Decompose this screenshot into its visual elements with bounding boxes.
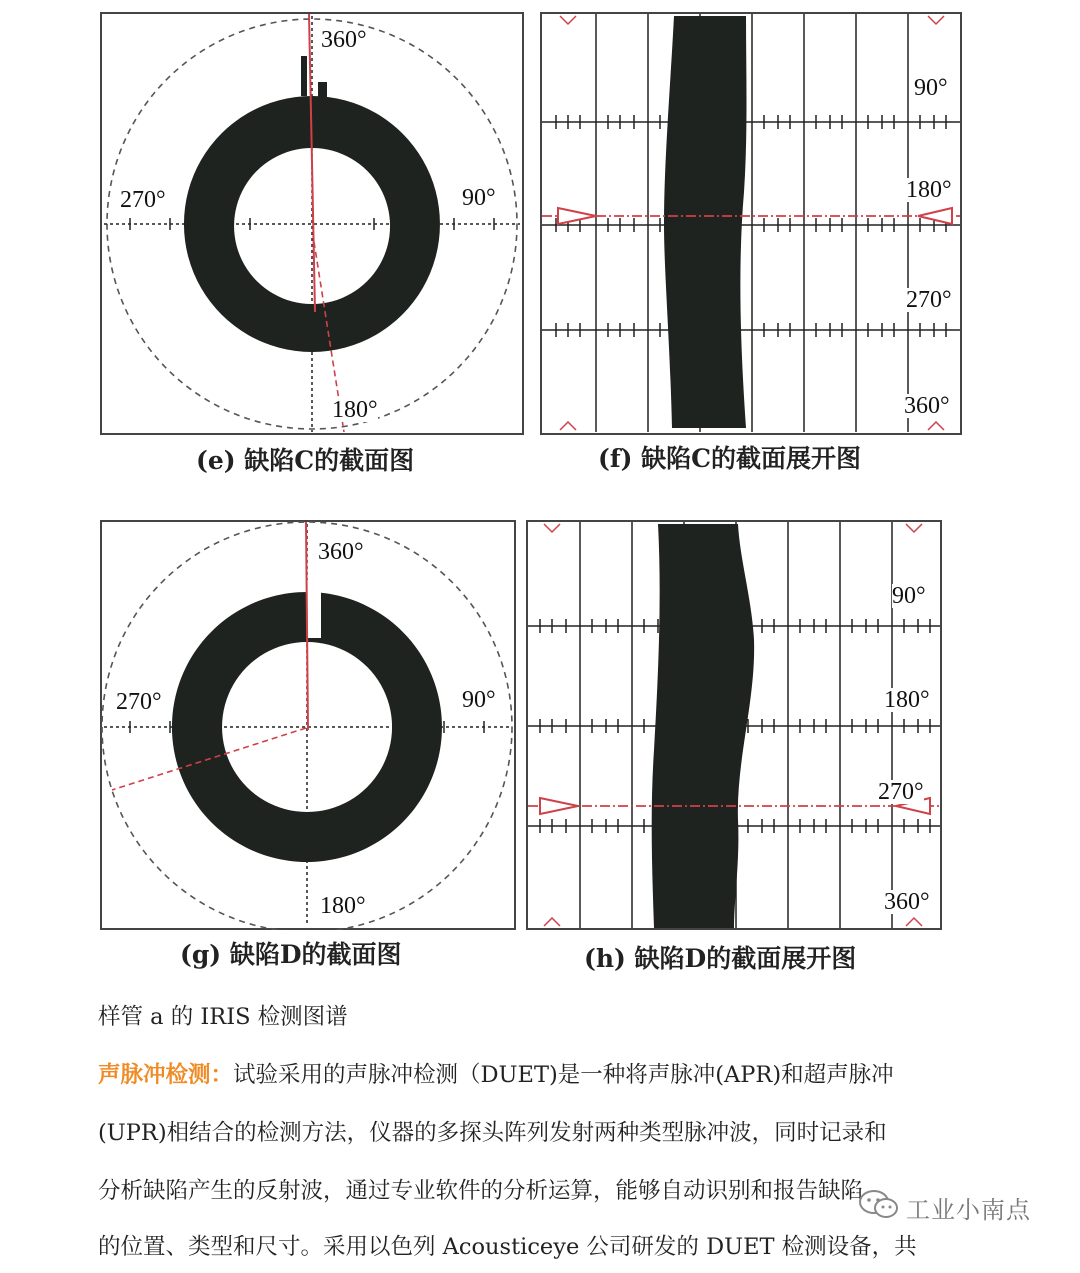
figure-e-label-right: 90°: [462, 185, 496, 211]
watermark-text: 工业小南点: [906, 1196, 1031, 1224]
figure-e-label-top: 360°: [321, 27, 367, 53]
figure-g-panel: [100, 520, 516, 930]
wechat-icon: [858, 1188, 900, 1220]
figure-f-label-90: 90°: [914, 75, 948, 101]
figure-h-caption: (h) 缺陷D的截面展开图: [584, 944, 857, 973]
figure-f-drawing: [540, 12, 962, 436]
figure-g-label-left: 270°: [116, 689, 162, 715]
figure-f-frame: [541, 13, 961, 434]
figure-f-label-180: 180°: [906, 177, 952, 203]
watermark: [858, 1182, 1068, 1222]
figure-e-drawing: [100, 12, 524, 436]
figure-g-label-bottom: 180°: [320, 893, 366, 919]
article-line-2: (UPR)相结合的检测方法，仪器的多探头阵列发射两种类型脉冲波，同时记录和: [98, 1120, 887, 1146]
section-label: 声脉冲检测：: [98, 1062, 234, 1088]
figure-e-defect-notch-2: [318, 82, 327, 102]
figure-h-label-360: 360°: [884, 889, 930, 915]
figure-h-label-90: 90°: [892, 583, 926, 609]
article-line-3: 分析缺陷产生的反射波，通过专业软件的分析运算，能够自动识别和报告缺陷: [98, 1178, 864, 1204]
figure-h-drawing: [526, 520, 942, 930]
article-line-1: [98, 1064, 988, 1087]
figure-h-label-270: 270°: [878, 779, 924, 805]
article-line-4: 的位置、类型和尺寸。采用以色列 Acousticeye 公司研发的 DUET 检测设备，共: [98, 1234, 917, 1260]
figure-f-label-270: 270°: [906, 287, 952, 313]
figure-e-defect-notch: [301, 56, 307, 96]
figure-g-defect-gap: [307, 580, 321, 638]
figure-title: 样管 a 的 IRIS 检测图谱: [98, 1004, 348, 1030]
figure-g-label-top: 360°: [318, 539, 364, 565]
figure-g-drawing: [100, 520, 516, 930]
figure-e-panel: [100, 12, 524, 436]
figure-e-caption: (e) 缺陷C的截面图: [196, 446, 415, 475]
figure-g-label-right: 90°: [462, 687, 496, 713]
figure-f-caption: (f) 缺陷C的截面展开图: [598, 444, 862, 473]
figure-h-label-180: 180°: [884, 687, 930, 713]
figure-f-label-360: 360°: [904, 393, 950, 419]
figure-f-panel: [540, 12, 962, 436]
figure-e-label-bottom: 180°: [332, 397, 378, 423]
figure-e-label-left: 270°: [120, 187, 166, 213]
article-line-1-text: 试验采用的声脉冲检测（DUET)是一种将声脉冲(APR)和超声脉冲: [233, 1062, 894, 1088]
figure-f-defect-band: [664, 16, 747, 428]
figure-h-panel: [526, 520, 942, 930]
figure-g-caption: (g) 缺陷D的截面图: [180, 940, 402, 969]
